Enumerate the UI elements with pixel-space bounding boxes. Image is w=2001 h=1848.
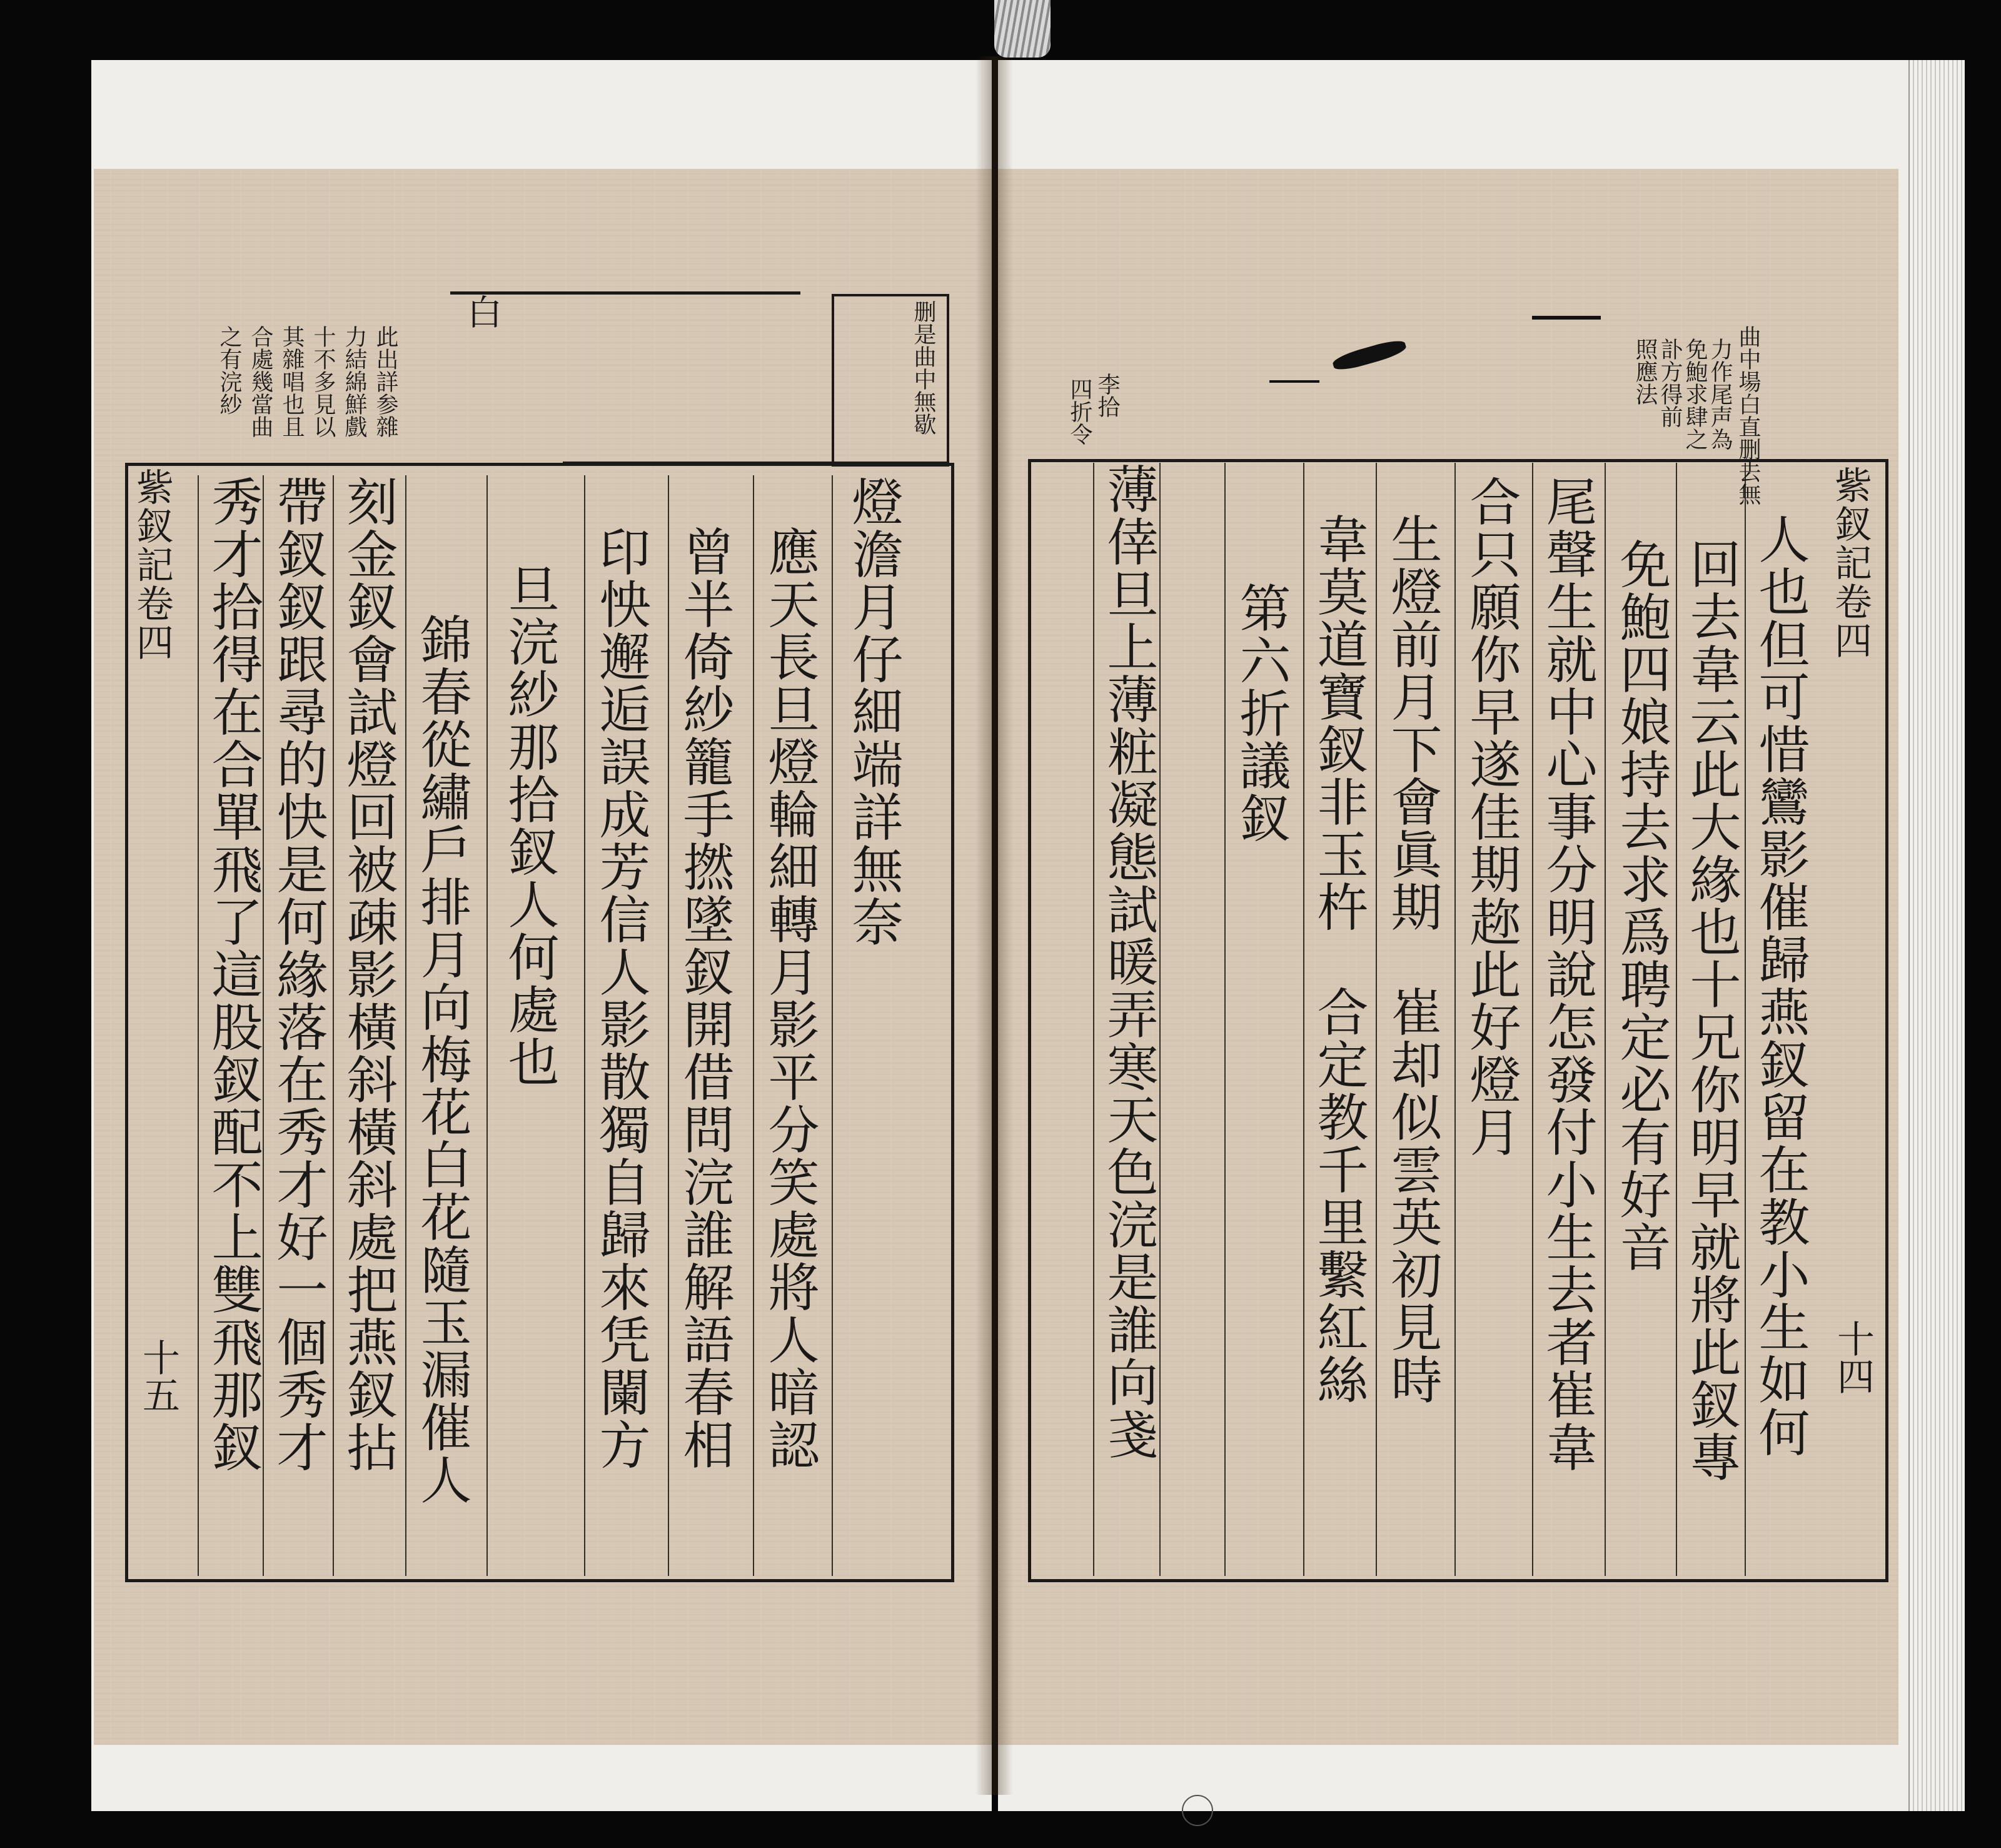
- right-column-divider: [1605, 463, 1606, 1576]
- text-column: 刻金釵會試燈回被疎影橫斜橫斜處把燕釵拈: [338, 475, 398, 1473]
- page-edges: [1908, 60, 1965, 1811]
- library-seal-icon: [1182, 1795, 1213, 1826]
- ink-mark-decoration: [1269, 380, 1319, 383]
- text-column: 燈澹月仔細端詳無奈: [844, 475, 903, 948]
- left-column-divider: [753, 475, 754, 1576]
- right-page-number: 十四: [1831, 1320, 1875, 1395]
- text-column: 韋莫道寶釵非玉杵 合定教千里繫紅絲: [1309, 513, 1368, 1406]
- text-column: 人也但可惜鸞影催歸燕釵留在教小生如何: [1750, 513, 1810, 1458]
- right-margin-note: 曲中場白直删去無: [1735, 325, 1761, 505]
- left-column-divider: [832, 475, 833, 1576]
- text-column: 帶釵釵跟尋的快是何緣落在秀才好一個秀才: [268, 475, 328, 1473]
- text-column: 印怏邂逅誤成芳信人影散獨自歸來凭闌方: [591, 525, 650, 1471]
- text-column: 應天長旦燈輪細轉月影平分笑處將人暗認: [760, 525, 819, 1471]
- text-column-section-heading: 第六折議釵: [1231, 582, 1291, 844]
- text-column: 回去韋云此大緣也十兄你明早就將此釵專: [1681, 538, 1741, 1483]
- left-running-title: 紫釵記卷四: [130, 468, 174, 662]
- right-margin-note: 訃方得前: [1657, 338, 1683, 428]
- right-column-divider: [1303, 463, 1304, 1576]
- left-column-divider: [198, 475, 199, 1576]
- section-note: 四折令: [1067, 378, 1092, 445]
- ink-mark-decoration: [1532, 316, 1601, 320]
- left-column-divider: [584, 475, 585, 1576]
- text-column: 錦春從繡戶排月向梅花白花隨玉漏催人: [412, 613, 471, 1506]
- left-header-note: 删是曲中無歇: [910, 300, 936, 435]
- left-margin-note: 此出詳参雜: [373, 325, 398, 438]
- right-column-divider: [1676, 463, 1677, 1576]
- right-margin-note: 力作尾声為: [1707, 338, 1733, 450]
- section-note: 李拾: [1094, 373, 1120, 418]
- right-column-divider: [1454, 463, 1456, 1576]
- left-column-divider: [333, 475, 334, 1576]
- left-upper-rule: [450, 291, 800, 295]
- right-column-divider: [1093, 463, 1094, 1576]
- right-column-divider: [1159, 463, 1161, 1576]
- left-margin-note: 其雜唱也且: [279, 325, 305, 438]
- right-margin-note: 免鮑求肆之: [1682, 338, 1708, 450]
- left-page-number: 十五: [136, 1338, 180, 1413]
- right-column-divider: [1224, 463, 1226, 1576]
- text-column: 旦浣紗那拾釵人何處也: [500, 563, 559, 1088]
- left-margin-note: 合處幾當曲: [248, 325, 273, 438]
- text-column: 曾半倚紗籠手撚墜釵開借問浣誰解語春相: [675, 525, 734, 1471]
- text-column: 秀才拾得在合單飛了這股釵配不上雙飛那釵: [203, 475, 263, 1473]
- text-column: 薄倖旦上薄粧凝態試暖弄寒天色浣是誰向戔: [1099, 463, 1158, 1461]
- binding-thread: [994, 0, 1051, 58]
- left-column-divider: [263, 475, 264, 1576]
- book-gutter: [975, 56, 1013, 1795]
- right-column-divider: [1745, 463, 1746, 1576]
- text-column: 免鮑四娘持去求爲聘定必有好音: [1611, 538, 1671, 1273]
- left-top-note: 白: [461, 294, 502, 330]
- left-column-divider: [486, 475, 488, 1576]
- right-column-divider: [1532, 463, 1533, 1576]
- right-column-divider: [1376, 463, 1377, 1576]
- text-column: 尾聲生就中心事分明說怎發付小生去者崔韋: [1538, 475, 1597, 1473]
- right-running-title: 紫釵記卷四: [1828, 466, 1872, 660]
- text-column: 生燈前月下會眞期 崔却似雲英初見時: [1383, 513, 1442, 1406]
- left-column-divider: [405, 475, 406, 1576]
- left-margin-note: 十不多見以: [310, 325, 336, 438]
- left-column-divider: [668, 475, 669, 1576]
- right-margin-note: 照應法: [1632, 338, 1658, 405]
- text-column: 合只願你早遂佳期趂此好燈月: [1461, 475, 1521, 1158]
- left-margin-note: 之有浣紗: [216, 325, 242, 415]
- left-margin-note: 力結綿鮮戲: [341, 325, 367, 438]
